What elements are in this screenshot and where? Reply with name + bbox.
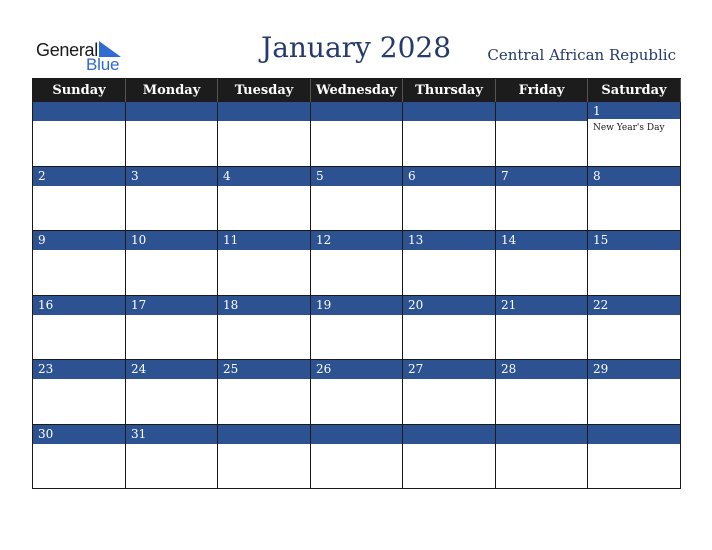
day-header-band — [311, 167, 402, 186]
day-header-band — [218, 167, 310, 186]
day-number: 13 — [408, 233, 424, 247]
day-cell[interactable] — [218, 296, 311, 361]
calendar-week-row — [33, 102, 681, 167]
day-cell[interactable] — [126, 360, 218, 425]
logo-text-general: General — [36, 40, 98, 60]
holiday-label: New Year's Day — [593, 123, 665, 133]
page-title: January 2028 — [260, 31, 452, 64]
day-cell[interactable] — [588, 167, 681, 232]
day-cell[interactable] — [588, 425, 681, 490]
day-cell[interactable] — [311, 360, 403, 425]
day-cell[interactable] — [218, 102, 311, 167]
day-number: 15 — [593, 233, 609, 247]
day-cell[interactable] — [218, 231, 311, 296]
day-cell[interactable] — [496, 360, 588, 425]
day-cell[interactable] — [33, 102, 126, 167]
day-number: 18 — [223, 297, 239, 312]
day-cell[interactable] — [588, 360, 681, 425]
day-number: 6 — [408, 168, 416, 183]
day-cell[interactable] — [218, 167, 311, 232]
weekday-header: Saturday — [588, 79, 681, 102]
day-number: 11 — [223, 233, 239, 247]
day-header-band — [496, 102, 587, 121]
day-number: 3 — [131, 168, 139, 183]
day-cell[interactable] — [126, 102, 218, 167]
day-header-band — [403, 425, 495, 444]
weekday-header: Friday — [496, 79, 588, 102]
day-cell[interactable] — [588, 296, 681, 361]
day-number: 30 — [38, 426, 54, 441]
day-number: 25 — [223, 362, 239, 376]
day-number: 9 — [38, 233, 46, 247]
day-number: 26 — [316, 362, 332, 376]
day-number: 21 — [501, 297, 517, 312]
day-cell[interactable] — [403, 167, 496, 232]
day-cell[interactable] — [403, 425, 496, 490]
day-cell[interactable] — [403, 360, 496, 425]
weekday-header: Wednesday — [311, 79, 403, 102]
day-cell[interactable] — [311, 296, 403, 361]
day-cell[interactable] — [588, 231, 681, 296]
calendar-weeks — [33, 102, 681, 489]
day-number: 24 — [131, 362, 147, 376]
day-cell[interactable] — [496, 102, 588, 167]
day-header-band — [126, 167, 217, 186]
day-header-band — [33, 167, 125, 186]
day-header-band — [588, 167, 680, 186]
day-header-band — [218, 102, 310, 121]
day-number: 14 — [501, 233, 517, 247]
day-cell[interactable] — [126, 425, 218, 490]
day-header-band — [218, 425, 310, 444]
day-cell[interactable] — [403, 231, 496, 296]
day-number: 5 — [316, 168, 324, 183]
day-cell[interactable] — [218, 360, 311, 425]
weekday-header: Sunday — [33, 79, 126, 102]
day-header-band — [403, 102, 495, 121]
day-header-band — [588, 425, 680, 444]
day-cell[interactable] — [496, 296, 588, 361]
day-number: 7 — [501, 168, 509, 183]
day-number: 22 — [593, 297, 609, 312]
day-number: 4 — [223, 168, 231, 183]
calendar-week-row — [33, 360, 681, 425]
country-label: Central African Republic — [487, 46, 676, 64]
calendar-week-row — [33, 425, 681, 490]
day-header-band — [496, 425, 587, 444]
calendar-week-row — [33, 167, 681, 232]
weekday-header: Monday — [126, 79, 218, 102]
day-cell[interactable] — [33, 425, 126, 490]
day-number: 2 — [38, 168, 46, 183]
day-header-band — [403, 167, 495, 186]
day-number: 17 — [131, 297, 147, 312]
day-header-band — [311, 102, 402, 121]
day-number: 31 — [131, 426, 147, 441]
day-cell[interactable] — [588, 102, 681, 167]
calendar-grid — [32, 78, 681, 489]
day-number: 20 — [408, 297, 424, 312]
day-cell[interactable] — [311, 425, 403, 490]
day-cell[interactable] — [33, 167, 126, 232]
day-cell[interactable] — [33, 296, 126, 361]
day-number: 19 — [316, 297, 332, 312]
weekday-header: Thursday — [403, 79, 496, 102]
day-cell[interactable] — [218, 425, 311, 490]
day-cell[interactable] — [126, 296, 218, 361]
day-cell[interactable] — [311, 102, 403, 167]
day-header-band — [496, 167, 587, 186]
day-header-band — [126, 102, 217, 121]
day-cell[interactable] — [403, 102, 496, 167]
day-number: 16 — [38, 297, 54, 312]
day-number: 23 — [38, 362, 54, 376]
calendar-week-row — [33, 231, 681, 296]
day-number: 8 — [593, 168, 601, 183]
day-number: 10 — [131, 233, 147, 247]
day-cell[interactable] — [496, 167, 588, 232]
day-cell[interactable] — [126, 231, 218, 296]
day-header-band — [33, 231, 125, 250]
day-cell[interactable] — [403, 296, 496, 361]
day-cell[interactable] — [33, 360, 126, 425]
day-header-band — [588, 102, 680, 119]
day-number: 29 — [593, 362, 609, 376]
day-cell[interactable] — [33, 231, 126, 296]
day-number: 27 — [408, 362, 424, 376]
weekday-header-row — [33, 79, 681, 102]
day-header-band — [311, 425, 402, 444]
day-number: 12 — [316, 233, 332, 247]
logo-text-blue: Blue — [86, 55, 120, 74]
day-cell[interactable] — [311, 167, 403, 232]
day-number: 28 — [501, 362, 517, 376]
day-cell[interactable] — [311, 231, 403, 296]
day-cell[interactable] — [496, 231, 588, 296]
calendar-week-row — [33, 296, 681, 361]
day-number: 1 — [593, 104, 601, 118]
day-cell[interactable] — [126, 167, 218, 232]
day-header-band — [33, 102, 125, 121]
weekday-header: Tuesday — [218, 79, 311, 102]
day-cell[interactable] — [496, 425, 588, 490]
